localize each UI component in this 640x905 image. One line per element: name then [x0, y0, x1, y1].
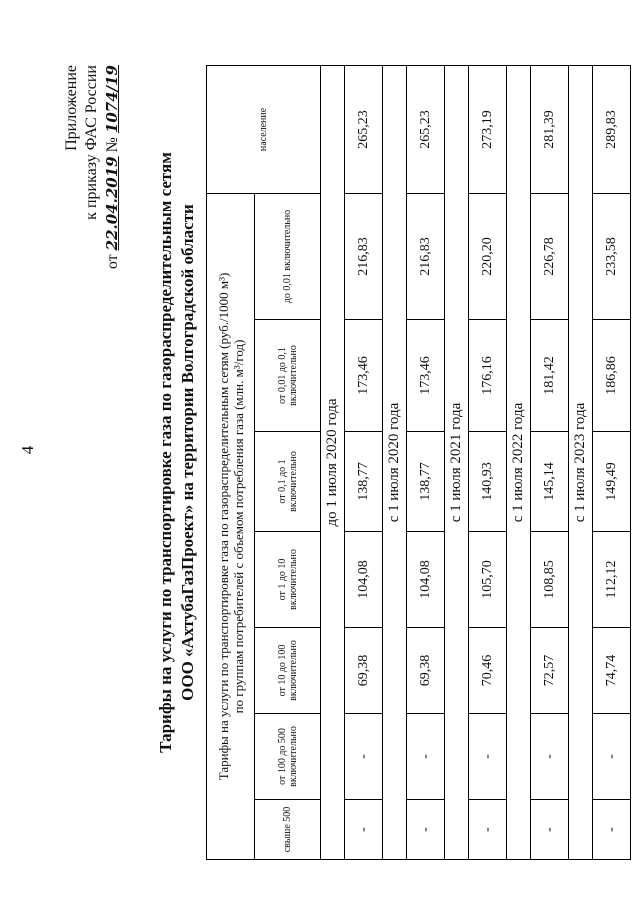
- table-cell: 105,70: [469, 532, 507, 628]
- table-header: [207, 193, 255, 859]
- table-cell: 138,77: [407, 432, 445, 532]
- table-cell: 265,23: [345, 65, 383, 193]
- table-cell: 289,83: [593, 65, 631, 193]
- order-date: 22.04.2019: [103, 156, 121, 251]
- table-header-line1: Тарифы на услуги по транспортировке газа по газораспределительным сетям (руб./1000 м³): [215, 272, 231, 781]
- appendix-order-line: [102, 65, 123, 285]
- period-row: [569, 65, 593, 859]
- table-cell: 74,74: [593, 628, 631, 714]
- table-cell: 104,08: [345, 532, 383, 628]
- table-row: [469, 65, 507, 859]
- table-cell: 140,93: [469, 432, 507, 532]
- period-row: [383, 65, 407, 859]
- column-header: население: [207, 65, 321, 193]
- table-cell: -: [407, 800, 445, 860]
- tariff-table: [206, 65, 631, 860]
- page-number: 4: [18, 445, 37, 455]
- table-cell: -: [593, 714, 631, 800]
- number-prefix: №: [104, 137, 121, 153]
- column-header: от 0,01 до 0,1 включительно: [255, 320, 321, 432]
- table-cell: 69,38: [407, 628, 445, 714]
- period-row: [445, 65, 469, 859]
- table-cell: -: [407, 714, 445, 800]
- table-cell: 70,46: [469, 628, 507, 714]
- table-cell: -: [469, 800, 507, 860]
- table-cell: 72,57: [531, 628, 569, 714]
- table-row: [345, 65, 383, 859]
- table-cell: 181,42: [531, 320, 569, 432]
- table-row: [407, 65, 445, 859]
- table-cell: -: [345, 800, 383, 860]
- document-title: [155, 100, 199, 805]
- appendix-line1: Приложение: [63, 65, 80, 151]
- table-cell: 112,12: [593, 532, 631, 628]
- table-cell: 186,86: [593, 320, 631, 432]
- table-cell: 138,77: [345, 432, 383, 532]
- date-prefix: от: [104, 254, 121, 270]
- header-row: [207, 65, 255, 859]
- column-header: от 1 до 10 включительно: [255, 532, 321, 628]
- table-cell: 104,08: [407, 532, 445, 628]
- table-cell: -: [469, 714, 507, 800]
- table-cell: -: [593, 800, 631, 860]
- period-label: с 1 июля 2022 года: [507, 65, 531, 859]
- table-row: [531, 65, 569, 859]
- table-cell: 69,38: [345, 628, 383, 714]
- table-cell: -: [345, 714, 383, 800]
- table-header-line2: по группам потребителей с объемом потребления газа (млн. м³/год): [230, 339, 246, 714]
- table-cell: 265,23: [407, 65, 445, 193]
- period-label: с 1 июля 2020 года: [383, 65, 407, 859]
- period-label: до 1 июля 2020 года: [321, 65, 345, 859]
- table-cell: 273,19: [469, 65, 507, 193]
- title-line2: ООО «АхтубаГазПроект» на территории Волгоградской области: [178, 204, 197, 701]
- table-cell: 145,14: [531, 432, 569, 532]
- column-header: до 0,01 включительно: [255, 193, 321, 319]
- column-header: от 10 до 100 включительно: [255, 628, 321, 714]
- period-row: [321, 65, 345, 859]
- table-cell: 233,58: [593, 193, 631, 319]
- table-cell: -: [531, 714, 569, 800]
- table-cell: 108,85: [531, 532, 569, 628]
- table-cell: 220,20: [469, 193, 507, 319]
- appendix-line2: к приказу ФАС России: [83, 65, 100, 220]
- table-cell: 216,83: [345, 193, 383, 319]
- table-cell: 216,83: [407, 193, 445, 319]
- period-row: [507, 65, 531, 859]
- column-header: от 0,1 до 1 включительно: [255, 432, 321, 532]
- table-row: [593, 65, 631, 859]
- table-cell: 281,39: [531, 65, 569, 193]
- table-cell: 176,16: [469, 320, 507, 432]
- table-cell: 149,49: [593, 432, 631, 532]
- column-header: от 100 до 500 включительно: [255, 714, 321, 800]
- appendix-block: [62, 65, 123, 285]
- title-line1: Тарифы на услуги по транспортировке газа по газораспределительным сетям: [156, 152, 175, 753]
- period-label: с 1 июля 2021 года: [445, 65, 469, 859]
- table-cell: 173,46: [407, 320, 445, 432]
- order-number: 1074/19: [103, 65, 121, 134]
- period-label: с 1 июля 2023 года: [569, 65, 593, 859]
- table-cell: 173,46: [345, 320, 383, 432]
- table-cell: -: [531, 800, 569, 860]
- column-header: свыше 500: [255, 800, 321, 860]
- table-cell: 226,78: [531, 193, 569, 319]
